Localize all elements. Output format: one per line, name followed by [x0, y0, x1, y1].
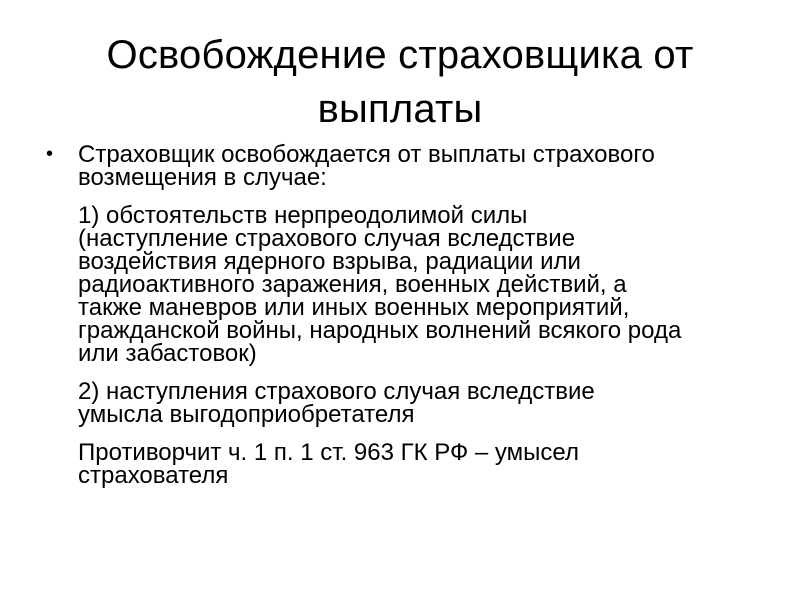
bullet-marker: • — [46, 143, 54, 165]
slide-title: Освобождение страховщика от выплаты — [106, 33, 694, 131]
bullet-text: Страховщик освобождается от выплаты страхового возмещения в случае: — [78, 141, 655, 191]
slide-body — [40, 143, 760, 487]
item-beneficiary-intent: 2) наступления страхового случая вследствие умысла выгодоприобретателя — [78, 378, 595, 428]
item-force-majeure: 1) обстоятельств нерпреодолимой силы (наступление страхового случая вследствие воздействия ядерного взрыва, радиации или радиоактивного заражения, военных действий, а также маневров или иных военных мероприятий, гражданской войны, народных волнений всякого рода или забастовок) — [78, 202, 682, 367]
bullet-item — [40, 143, 760, 189]
note-civil-code: Противорчит ч. 1 п. 1 ст. 963 ГК РФ – умысел страхователя — [78, 439, 579, 489]
